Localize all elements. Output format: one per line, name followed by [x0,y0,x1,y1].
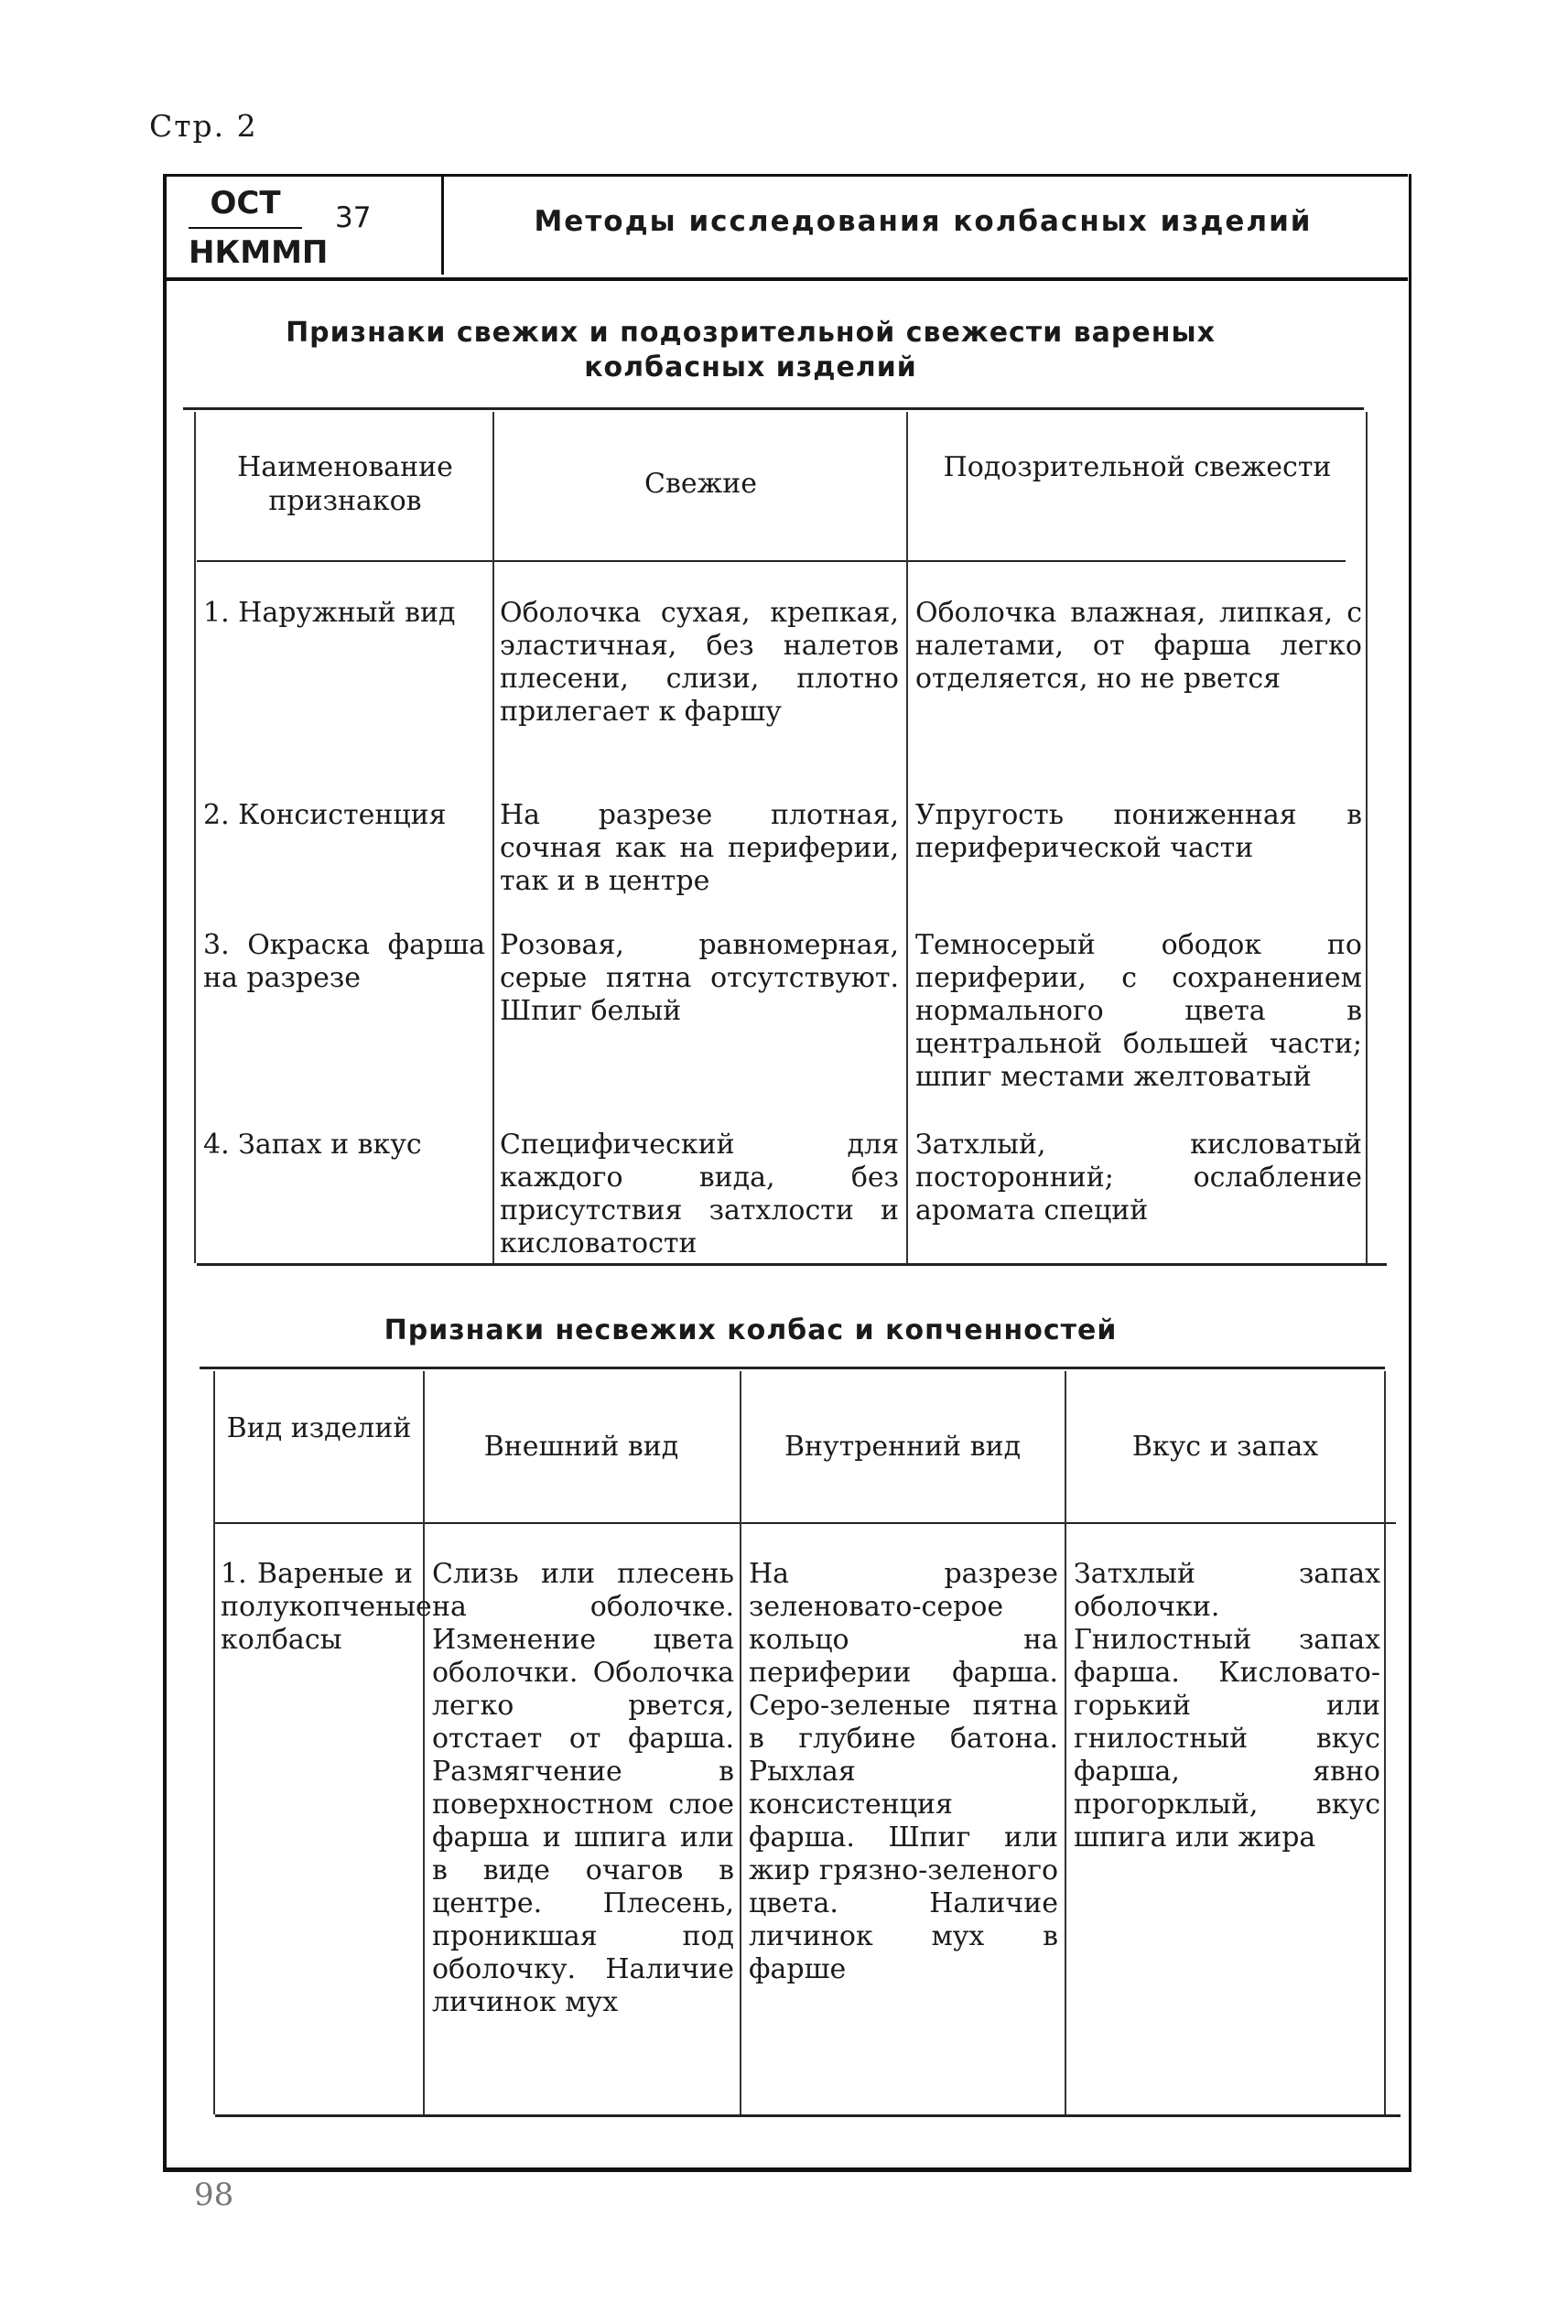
table1-col-divider-2 [906,412,908,1263]
table1-row2-fresh: На разрезе плотная, сочная как на периферии, так и в центре [500,799,899,897]
table1-bottom-rule [197,1263,1387,1266]
standard-code-fraction-bar [189,227,302,229]
table2-header-taste: Вкус и запах [1131,1431,1319,1463]
table2-header-rule [215,1522,1396,1524]
table1-row4-fresh: Специфический для каждого вида, без присутствия затхлости и кисловатости [500,1129,899,1259]
table1-header-name: Наименование признаков [237,451,453,517]
table1-caption [275,316,1227,385]
table2-top-rule [200,1367,1385,1369]
table2-row1-taste: Затхлый запах оболочки. Гнилостный запах фарша. Кисловато-горький или гнилостный вкус фарша, явно прогорклый, вкус шпига или жира [1074,1558,1380,1854]
table2-header-inner: Внутренний вид [784,1431,1022,1463]
table1-row1-fresh: Оболочка сухая, крепкая, эластичная, без налетов плесени, слизи, плотно прилегает к фаршу [500,597,899,728]
table2-col-divider-3 [1065,1371,1066,2114]
table1-header-rule [197,560,1346,562]
table2-caption: Признаки несвежих колбас и копченностей [384,1314,1118,1346]
header-bottom-rule [163,277,1408,281]
table1-col-divider-1 [492,412,494,1263]
table1-left-rule [194,412,196,1263]
header-title: Методы исследования колбасных изделий [534,205,1313,238]
table2-col-divider-1 [423,1371,425,2114]
table1-caption-line2: колбасных изделий [584,351,917,384]
table1-row1-name: 1. Наружный вид [203,597,456,629]
table1-row3-name: 3. Окраска фарша на разрезе [203,929,485,994]
table2-right-rule [1384,1371,1386,2114]
standard-code [189,183,329,273]
standard-number: 37 [335,201,372,234]
table1-row2-suspect: Упругость пониженная в периферической части [915,799,1362,864]
table2-header-kind: Вид изделий [226,1412,412,1444]
table1-row1-suspect: Оболочка влажная, липкая, с налетами, от фарша легко отделяется, но не рвется [915,597,1362,695]
table2-row1-kind: 1. Вареные и полукопченые колбасы [221,1558,432,1656]
table1-row4-name: 4. Запах и вкус [203,1129,422,1161]
table2-header-outer: Внешний вид [483,1431,679,1463]
table1-header-fresh: Свежие [644,468,757,500]
page-number: 98 [194,2177,234,2213]
table1-row3-suspect: Темносерый ободок по периферии, с сохранением нормального цвета в центральной большей части; шпиг местами желтоватый [915,929,1362,1093]
table1-caption-line1: Признаки свежих и подозрительной свежести вареных [286,317,1216,349]
table2-row1-inner: На разрезе зеленовато-серое кольцо на периферии фарша. Серо-зеленые пятна в глубине батона. Рыхлая консистенция фарша. Шпиг или жир грязно-зеленого цвета. Наличие личинок мух в фарше [749,1558,1058,1985]
table1-row2-name: 2. Консистенция [203,799,447,831]
table1-right-rule [1366,412,1368,1263]
standard-code-bottom: НКММП [189,234,329,271]
table1-top-rule [183,407,1364,410]
table2-left-rule [213,1371,215,2114]
page-reference: Стр. 2 [149,108,258,144]
table1-row4-suspect: Затхлый, кисловатый посторонний; ослабление аромата специй [915,1129,1362,1227]
header-top-rule [163,174,1408,177]
table2-row1-outer: Слизь или плесень на оболочке. Изменение цвета оболочки. Оболочка легко рвется, отстает от фарша. Размягчение в поверхностном слое фарша и шпига или в виде очагов в центре. Плесень, проникшая под оболочку. Наличие личинок мух [432,1558,734,2018]
table1-row3-fresh: Розовая, равномерная, серые пятна отсутствуют. Шпиг белый [500,929,899,1027]
table2-col-divider-2 [740,1371,741,2114]
standard-code-top: ОСТ [210,185,281,222]
table2-bottom-rule [215,2114,1400,2117]
table1-header-suspect: Подозрительной свежести [943,451,1332,483]
